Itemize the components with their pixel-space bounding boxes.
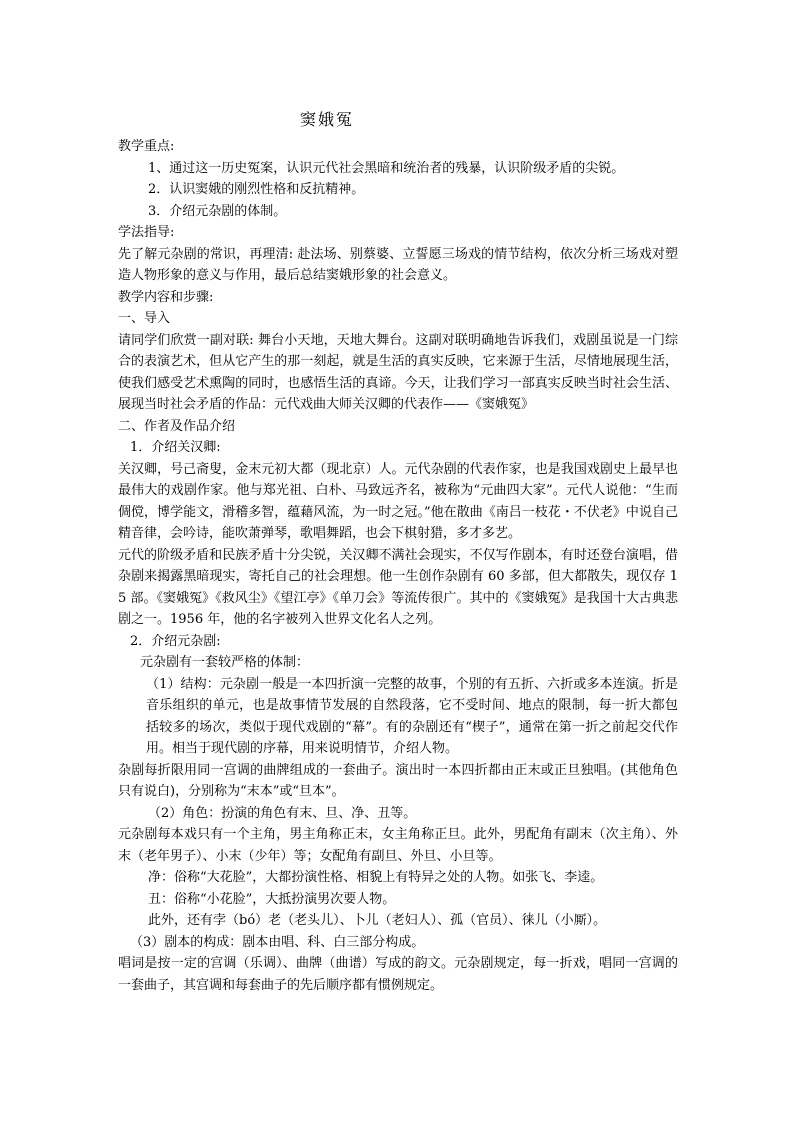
paragraph: 教学内容和步骤:: [118, 289, 214, 305]
paragraph: 请同学们欣赏一副对联: 舞台小天地，天地大舞台。这副对联明确地告诉我们，戏剧虽说是一门综合的表演艺术，但从它产生的那一刻起，就是生活的真实反映，它来源于生活，尽情地展现生活，使我们感受艺术熏陶的同时，也感悟生活的真谛。今天，让我们学习一部真实反映当时社会生活、展现当时社会矛盾的作品：元代戏曲大师关汉卿的代表作——《窦娥冤》: [118, 332, 678, 412]
paragraph: 2．认识窦娥的刚烈性格和反抗精神。: [148, 182, 365, 197]
document-title: 窦娥冤: [300, 110, 355, 129]
document-body: [118, 136, 678, 996]
paragraph: 元杂剧有一套较严格的体制：: [140, 655, 310, 670]
paragraph: （1）结构：元杂剧一般是一本四折演一完整的故事，个别的有五折、六折或多本连演。折是音乐组织的单元，也是故事情节发展的自然段落，它不受时间、地点的限制，每一折大都包括较多的场次，类似于现代戏剧的“幕”。有的杂剧还有“楔子”，通常在第一折之前起交代作用。相当于现代剧的序幕，用来说明情节，介绍人物。: [146, 676, 678, 756]
paragraph: （3）剧本的构成：剧本由唱、科、白三部分构成。: [130, 934, 425, 950]
paragraph: 教学重点:: [118, 139, 175, 154]
paragraph: 净：俗称“大花脸”，大都扮演性格、相貌上有特异之处的人物。如张飞、李逵。: [148, 870, 604, 885]
paragraph: 2．介绍元杂剧:: [130, 633, 221, 649]
paragraph: 学法指导:: [118, 225, 175, 240]
paragraph: 关汉卿，号己斋叟，金末元初大都（现北京）人。元代杂剧的代表作家，也是我国戏剧史上最早也最伟大的戏剧作家。他与郑光祖、白朴、马致远齐名，被称为“元曲四大家”。元代人说他：“生而倜傥，博学能文，滑稽多智，蕴藉风流，为一时之冠。”他在散曲《南吕一枝花・不伏老》中说自己精音律，会吟诗，能吹萧弹琴，歌唱舞蹈，也会下棋射猎，多才多艺。: [118, 461, 678, 541]
paragraph: 丑：俗称“小花脸”，大抵扮演男次要人物。: [148, 891, 396, 907]
paragraph: 此外，还有孛（bó）老（老头儿）、卜儿（老妇人）、孤（官员）、徕儿（小厮）。: [148, 913, 607, 928]
paragraph: 杂剧每折限用同一宫调的曲牌组成的一套曲子。演出时一本四折都由正末或正旦独唱。(其他角色只有说白)，分别称为“末本”或“旦本”。: [118, 762, 678, 799]
paragraph: 1、通过这一历史冤案，认识元代社会黑暗和统治者的残暴，认识阶级矛盾的尖锐。: [148, 160, 625, 176]
paragraph: 先了解元杂剧的常识，再理清: 赴法场、别蔡婆、立誓愿三场戏的情节结构，依次分析三场戏对塑造人物形象的意义与作用，最后总结窦娥形象的社会意义。: [118, 246, 678, 283]
paragraph: 二、作者及作品介绍: [118, 418, 236, 434]
paragraph: 元杂剧每本戏只有一个主角，男主角称正末，女主角称正旦。此外，男配角有副末（次主角）、外末（老年男子）、小末（少年）等；女配角有副旦、外旦、小旦等。: [118, 827, 678, 864]
paragraph: 唱词是按一定的宫调（乐调）、曲牌（曲谱）写成的韵文。元杂剧规定，每一折戏，唱同一宫调的一套曲子，其宫调和每套曲子的先后顺序都有惯例规定。: [118, 956, 678, 993]
paragraph: （2）角色：扮演的角色有末、旦、净、丑等。: [148, 805, 417, 821]
paragraph: 一、导入: [118, 311, 171, 326]
paragraph: 元代的阶级矛盾和民族矛盾十分尖锐，关汉卿不满社会现实，不仅写作剧本，有时还登台演唱，借杂剧来揭露黑暗现实，寄托自己的社会理想。他一生创作杂剧有 60 多部，但大都散失，现仅存 15 部。《窦娥冤》《救风尘》《望江亭》《单刀会》等流传很广。其中的《窦娥冤》是我国十大古典悲剧之一。1956 年，他的名字被列入世界文化名人之列。: [118, 547, 678, 627]
paragraph: 3．介绍元杂剧的体制。: [148, 203, 287, 219]
paragraph: 1．介绍关汉卿:: [130, 440, 221, 455]
